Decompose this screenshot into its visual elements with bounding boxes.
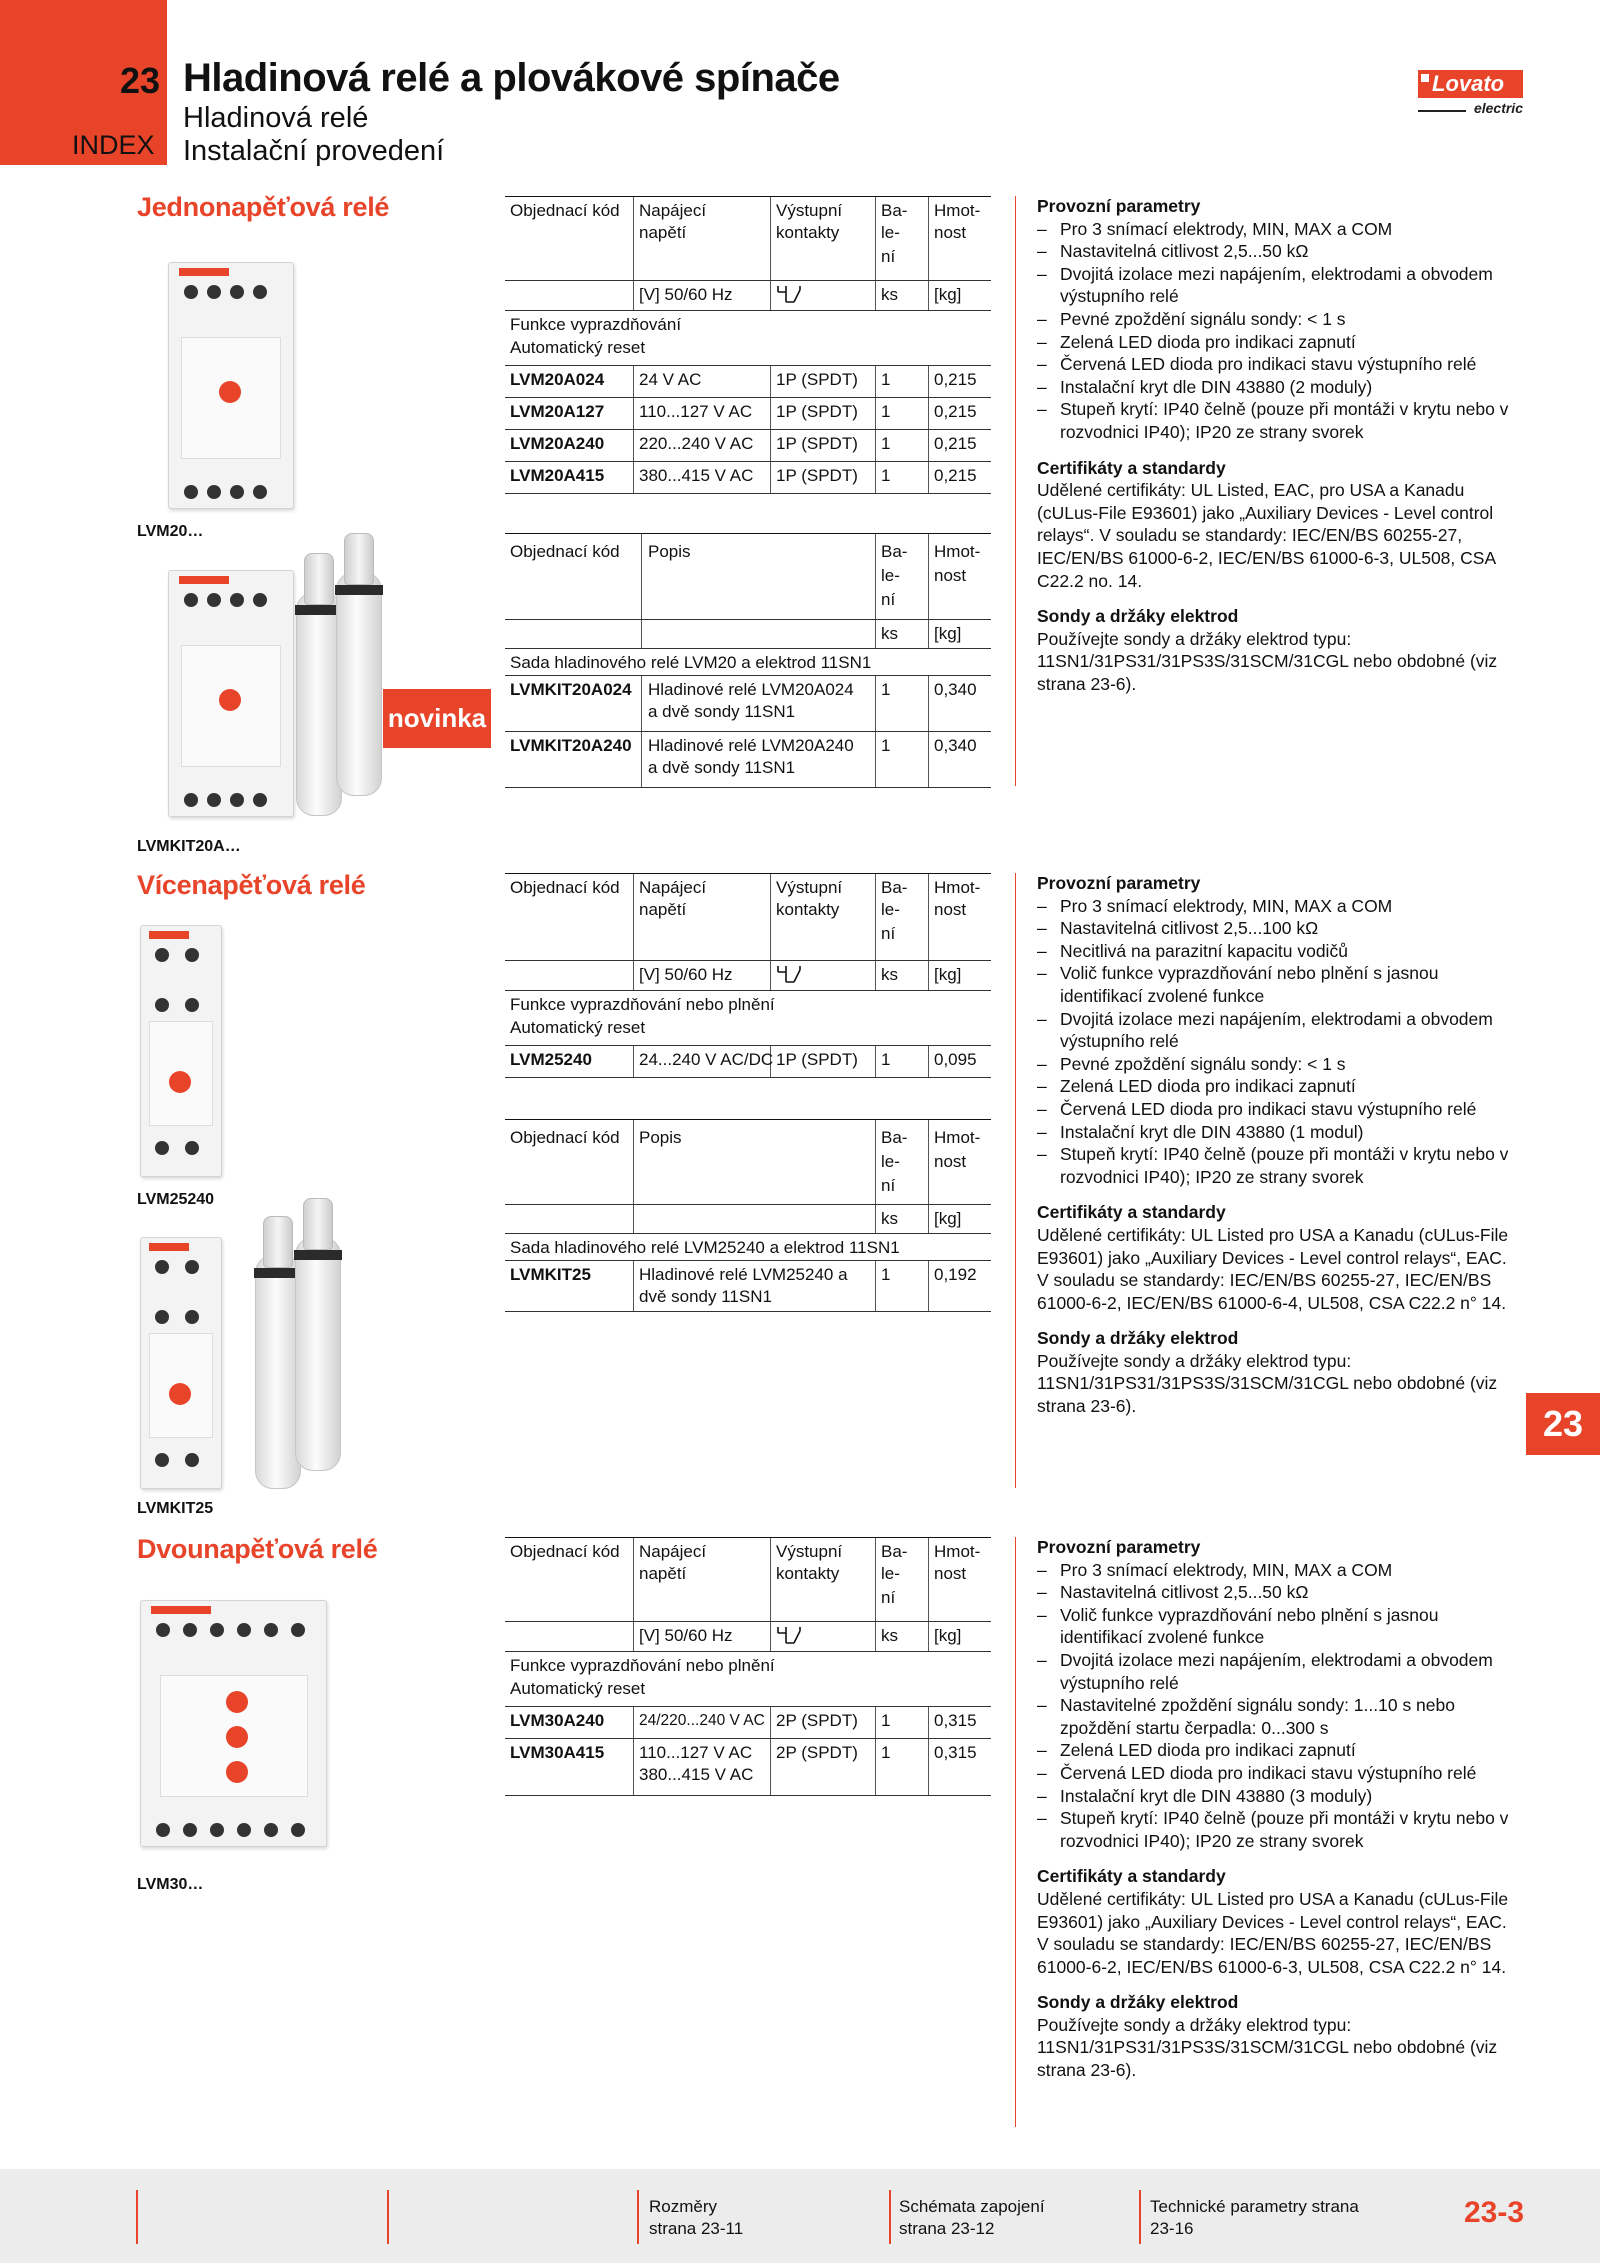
- spec-item: – Červená LED dioda pro indikaci stavu výstupního relé: [1037, 1098, 1517, 1121]
- weight: 0,340: [934, 736, 977, 755]
- spec-item: – Červená LED dioda pro indikaci stavu výstupního relé: [1037, 353, 1517, 376]
- spec-item: – Instalační kryt dle DIN 43880 (2 moduly): [1037, 376, 1517, 399]
- kit-table: [505, 1119, 991, 1312]
- group-label-2: Automatický reset: [510, 338, 646, 357]
- spec-block: [1037, 872, 1517, 1418]
- th-pack-3: ní: [881, 1588, 896, 1607]
- voltage: 380...415 V AC: [639, 466, 754, 485]
- unit-voltage: [V] 50/60 Hz: [639, 285, 733, 304]
- voltage: 24 V AC: [639, 370, 702, 389]
- footer-link-page: 23-16: [1150, 2219, 1194, 2238]
- unit-pack: ks: [881, 1626, 898, 1645]
- th-pack: Ba-: [881, 201, 908, 220]
- th-voltage-2: napětí: [639, 900, 687, 919]
- th-pack: Ba-: [881, 1542, 908, 1561]
- weight: 0,215: [934, 370, 977, 389]
- contacts: 1P (SPDT): [776, 370, 858, 389]
- image-caption: LVM25240: [137, 1191, 215, 1208]
- image-caption: LVMKIT20A…: [137, 838, 241, 855]
- lovato-logo: [1418, 70, 1523, 116]
- spec-item: – Pro 3 snímací elektrody, MIN, MAX a COM: [1037, 895, 1517, 918]
- th-code: Objednací kód: [510, 878, 620, 897]
- order-code: LVM20A127: [510, 402, 605, 421]
- unit-weight: [kg]: [934, 624, 962, 643]
- th-voltage: Napájecí: [639, 878, 707, 897]
- th-contacts: Výstupní: [776, 201, 843, 220]
- section-title-dual: Dvounapěťová relé: [137, 1534, 378, 1564]
- weight: 0,192: [934, 1265, 977, 1284]
- th-pack: Ba-: [881, 878, 908, 897]
- section-title-multi: Vícenapěťová relé: [137, 870, 366, 900]
- unit-voltage: [V] 50/60 Hz: [639, 1626, 733, 1645]
- spec-heading: Provozní parametry: [1037, 1537, 1201, 1557]
- spec-item: – Instalační kryt dle DIN 43880 (3 moduly): [1037, 1785, 1517, 1808]
- th-pack-3: ní: [881, 924, 896, 943]
- spec-item: – Necitlivá na parazitní kapacitu vodičů: [1037, 940, 1517, 963]
- footer-link-label: Technické parametry strana: [1150, 2197, 1359, 2216]
- table-row: [505, 1045, 991, 1078]
- probes-text: Používejte sondy a držáky elektrod typu: 11SN1/31PS31/31PS3S/31SCM/31CGL nebo obdobné (viz strana 23-6).: [1037, 2014, 1498, 2081]
- footer-divider: [136, 2190, 138, 2244]
- th-weight-2: nost: [934, 566, 967, 585]
- weight: 0,215: [934, 434, 977, 453]
- description-2: dvě sondy 11SN1: [639, 1287, 772, 1306]
- contacts: 1P (SPDT): [776, 434, 858, 453]
- footer-divider: [889, 2190, 891, 2244]
- page-number: 23-3: [1464, 2196, 1525, 2229]
- page-subtitle: Hladinová relé: [183, 102, 369, 134]
- order-table: [505, 873, 991, 1078]
- section-title-single: Jednonapěťová relé: [137, 192, 390, 222]
- logo-square: [1421, 74, 1429, 82]
- th-voltage-2: napětí: [639, 223, 687, 242]
- footer-link-label: Schémata zapojení: [899, 2197, 1045, 2216]
- order-code: LVMKIT20A240: [510, 736, 632, 755]
- contact-symbol-icon: [776, 1625, 806, 1650]
- unit-weight: [kg]: [934, 1626, 962, 1645]
- logo-subtext: electric: [1473, 100, 1523, 116]
- th-contacts: Výstupní: [776, 878, 843, 897]
- unit-weight: [kg]: [934, 285, 962, 304]
- unit-pack: ks: [881, 1209, 898, 1228]
- relay-lvm20-image: [168, 262, 294, 509]
- th-voltage-2: napětí: [639, 1564, 687, 1583]
- voltage: 24...240 V AC/DC: [639, 1050, 774, 1069]
- spec-item: – Pevné zpoždění signálu sondy: < 1 s: [1037, 1053, 1517, 1076]
- voltage: 110...127 V AC: [639, 402, 753, 421]
- table-row: [505, 731, 991, 788]
- spec-item: – Červená LED dioda pro indikaci stavu výstupního relé: [1037, 1762, 1517, 1785]
- column-divider: [1015, 873, 1016, 1488]
- group-label-2: Automatický reset: [510, 1679, 646, 1698]
- th-pack-3: ní: [881, 1176, 896, 1195]
- group-label: Funkce vyprazdňování nebo plnění: [510, 995, 775, 1014]
- cert-text: Udělené certifikáty: UL Listed, EAC, pro USA a Kanadu (cULus-File E93601) jako „Auxiliary Devices - Level control relays“. V souladu se standardy: IEC/EN/BS 60255-27, IEC/EN/BS 61000-6-2, IEC/EN/BS 61000-6-3, UL508, CSA C22.2 no. 14.: [1037, 480, 1496, 591]
- th-weight-2: nost: [934, 900, 967, 919]
- th-code: Objednací kód: [510, 542, 620, 561]
- unit-pack: ks: [881, 285, 898, 304]
- footer-link-dimensions[interactable]: [649, 2196, 743, 2240]
- pack: 1: [881, 1743, 891, 1762]
- th-pack-3: ní: [881, 247, 896, 266]
- spec-item: – Pro 3 snímací elektrody, MIN, MAX a COM: [1037, 218, 1517, 241]
- order-code: LVM20A024: [510, 370, 605, 389]
- footer-link-technical[interactable]: [1150, 2196, 1359, 2240]
- th-weight-2: nost: [934, 1564, 967, 1583]
- th-pack: Ba-: [881, 542, 908, 561]
- cert-heading: Certifikáty a standardy: [1037, 457, 1226, 478]
- table-row: [505, 429, 991, 461]
- spec-item: – Instalační kryt dle DIN 43880 (1 modul): [1037, 1121, 1517, 1144]
- probes-heading: Sondy a držáky elektrod: [1037, 1328, 1239, 1349]
- voltage: 24/220...240 V AC: [639, 1712, 765, 1729]
- table-row: [505, 461, 991, 494]
- th-pack-3: ní: [881, 590, 896, 609]
- th-pack-2: le-: [881, 223, 900, 242]
- pack: 1: [881, 1265, 891, 1284]
- contact-symbol-icon: [776, 964, 806, 989]
- spec-item: – Dvojitá izolace mezi napájením, elektrodami a obvodem výstupního relé: [1037, 263, 1517, 308]
- contacts: 2P (SPDT): [776, 1743, 858, 1762]
- column-divider: [1015, 1537, 1016, 2127]
- footer-link-page: strana 23-12: [899, 2219, 995, 2238]
- chapter-number: 23: [120, 60, 161, 101]
- th-weight: Hmot-: [934, 878, 981, 897]
- order-code: LVM30A240: [510, 1711, 605, 1730]
- order-code: LVM25240: [510, 1050, 592, 1069]
- pack: 1: [881, 466, 891, 485]
- spec-item: – Pevné zpoždění signálu sondy: < 1 s: [1037, 308, 1517, 331]
- th-contacts-2: kontakty: [776, 223, 840, 242]
- weight: 0,315: [934, 1711, 977, 1730]
- footer-divider: [637, 2190, 639, 2244]
- spec-item: – Stupeň krytí: IP40 čelně (pouze při montáži v krytu nebo v rozvodnici IP40); IP20 ze strany svorek: [1037, 1143, 1517, 1188]
- logo-text: Lovato: [1418, 70, 1523, 98]
- th-contacts-2: kontakty: [776, 1564, 840, 1583]
- probe-image: [295, 1237, 341, 1471]
- pack: 1: [881, 370, 891, 389]
- th-pack-2: le-: [881, 1152, 900, 1171]
- footer-link-page: strana 23-11: [649, 2219, 744, 2238]
- footer-divider: [387, 2190, 389, 2244]
- image-caption: LVM30…: [137, 1876, 204, 1893]
- footer-divider: [1139, 2190, 1141, 2244]
- cert-text: Udělené certifikáty: UL Listed pro USA a Kanadu (cULus-File E93601) jako „Auxiliary Devices - Level control relays“, EAC. V souladu se standardy: IEC/EN/BS 60255-27, IEC/EN/BS 61000-6-2, IEC/EN/BS 61000-6-3, UL508, CSA C22.2 n° 14.: [1037, 1888, 1509, 1977]
- pack: 1: [881, 402, 891, 421]
- footer-bar: [0, 2169, 1600, 2263]
- page-title: Hladinová relé a plovákové spínače: [183, 56, 840, 100]
- order-table: [505, 196, 991, 494]
- chapter-side-badge: 23: [1526, 1393, 1600, 1455]
- page-subtitle-2: Instalační provedení: [183, 135, 445, 167]
- th-weight: Hmot-: [934, 1128, 981, 1147]
- th-contacts-2: kontakty: [776, 900, 840, 919]
- spec-item: – Zelená LED dioda pro indikaci zapnutí: [1037, 1075, 1517, 1098]
- spec-item: – Nastavitelná citlivost 2,5...50 kΩ: [1037, 1581, 1517, 1604]
- spec-item: – Stupeň krytí: IP40 čelně (pouze při montáži v krytu nebo v rozvodnici IP40); IP20 ze strany svorek: [1037, 1807, 1517, 1852]
- table-row: [505, 1738, 991, 1796]
- table-row: [505, 1706, 991, 1738]
- spec-item: – Pro 3 snímací elektrody, MIN, MAX a COM: [1037, 1559, 1517, 1582]
- order-code: LVM30A415: [510, 1743, 605, 1762]
- th-code: Objednací kód: [510, 1542, 620, 1561]
- th-desc: Popis: [639, 1128, 682, 1147]
- th-weight: Hmot-: [934, 542, 981, 561]
- th-contacts: Výstupní: [776, 1542, 843, 1561]
- weight: 0,095: [934, 1050, 977, 1069]
- description: Hladinové relé LVM20A240: [648, 736, 854, 755]
- th-code: Objednací kód: [510, 1128, 620, 1147]
- table-row: [505, 397, 991, 429]
- contacts: 1P (SPDT): [776, 466, 858, 485]
- spec-list: [1037, 218, 1517, 444]
- th-weight-2: nost: [934, 223, 967, 242]
- unit-pack: ks: [881, 624, 898, 643]
- pack: 1: [881, 434, 891, 453]
- unit-pack: ks: [881, 965, 898, 984]
- order-table: [505, 1537, 991, 1796]
- voltage-2: 380...415 V AC: [639, 1765, 754, 1784]
- cert-text: Udělené certifikáty: UL Listed pro USA a Kanadu (cULus-File E93601) jako „Auxiliary Devices - Level control relays“, EAC. V souladu se standardy: IEC/EN/BS 60255-27, IEC/EN/BS 61000-6-2, IEC/EN/BS 61000-6-4, UL508, CSA C22.2 n° 14.: [1037, 1224, 1509, 1313]
- spec-item: – Nastavitelná citlivost 2,5...100 kΩ: [1037, 917, 1517, 940]
- kit-table: [505, 533, 991, 788]
- unit-weight: [kg]: [934, 965, 962, 984]
- spec-block: [1037, 195, 1517, 695]
- image-caption: LVMKIT25: [137, 1500, 214, 1517]
- spec-item: – Stupeň krytí: IP40 čelně (pouze při montáži v krytu nebo v rozvodnici IP40); IP20 ze strany svorek: [1037, 398, 1517, 443]
- column-divider: [1015, 196, 1016, 786]
- th-voltage: Napájecí: [639, 201, 707, 220]
- th-weight: Hmot-: [934, 1542, 981, 1561]
- pack: 1: [881, 680, 891, 699]
- spec-item: – Volič funkce vyprazdňování nebo plnění s jasnou identifikací zvolené funkce: [1037, 1604, 1517, 1649]
- order-code: LVMKIT20A024: [510, 680, 632, 699]
- spec-item: – Nastavitelné zpoždění signálu sondy: 1...10 s nebo zpoždění startu čerpadla: 0...300 s: [1037, 1694, 1517, 1739]
- group-label: Funkce vyprazdňování: [510, 315, 682, 334]
- order-code: LVMKIT25: [510, 1265, 591, 1284]
- unit-weight: [kg]: [934, 1209, 962, 1228]
- contacts: 2P (SPDT): [776, 1711, 858, 1730]
- description: Hladinové relé LVM20A024: [648, 680, 854, 699]
- pack: 1: [881, 1050, 891, 1069]
- image-caption: LVM20…: [137, 523, 204, 540]
- cert-heading: Certifikáty a standardy: [1037, 1202, 1226, 1223]
- group-label: Sada hladinového relé LVM20 a elektrod 11SN1: [510, 653, 872, 672]
- probes-text: Používejte sondy a držáky elektrod typu: 11SN1/31PS31/31PS3S/31SCM/31CGL nebo obdobné (viz strana 23-6).: [1037, 628, 1498, 694]
- relay-lvm25240-image: [140, 925, 222, 1177]
- new-badge: novinka: [383, 689, 491, 748]
- pack: 1: [881, 736, 891, 755]
- weight: 0,215: [934, 402, 977, 421]
- relay-kit-lvm20-image: [168, 570, 294, 817]
- weight: 0,215: [934, 466, 977, 485]
- spec-item: – Volič funkce vyprazdňování nebo plnění s jasnou identifikací zvolené funkce: [1037, 962, 1517, 1007]
- description: Hladinové relé LVM25240 a: [639, 1265, 848, 1284]
- probes-heading: Sondy a držáky elektrod: [1037, 1992, 1239, 2013]
- th-weight: Hmot-: [934, 201, 981, 220]
- weight: 0,315: [934, 1743, 977, 1762]
- probes-text: Používejte sondy a držáky elektrod typu: 11SN1/31PS31/31PS3S/31SCM/31CGL nebo obdobné (viz strana 23-6).: [1037, 1350, 1498, 1417]
- table-row: [505, 365, 991, 397]
- cert-heading: Certifikáty a standardy: [1037, 1866, 1226, 1887]
- footer-link-label: Rozměry: [649, 2197, 718, 2216]
- th-pack-2: le-: [881, 1564, 900, 1583]
- spec-item: – Zelená LED dioda pro indikaci zapnutí: [1037, 331, 1517, 354]
- voltage: 220...240 V AC: [639, 434, 754, 453]
- spec-heading: Provozní parametry: [1037, 196, 1201, 216]
- description-2: a dvě sondy 11SN1: [648, 702, 796, 721]
- pack: 1: [881, 1711, 891, 1730]
- voltage: 110...127 V AC: [639, 1743, 753, 1762]
- weight: 0,340: [934, 680, 977, 699]
- contacts: 1P (SPDT): [776, 402, 858, 421]
- th-pack-2: le-: [881, 900, 900, 919]
- relay-lvm30-image: [140, 1600, 327, 1847]
- table-row: [505, 1260, 991, 1312]
- index-link[interactable]: INDEX: [72, 130, 155, 160]
- contact-symbol-icon: [776, 284, 806, 309]
- th-weight-2: nost: [934, 1152, 967, 1171]
- spec-block: [1037, 1536, 1517, 2082]
- probe-image: [336, 572, 382, 796]
- th-pack: Ba-: [881, 1128, 908, 1147]
- order-code: LVM20A240: [510, 434, 605, 453]
- contacts: 1P (SPDT): [776, 1050, 858, 1069]
- spec-heading: Provozní parametry: [1037, 873, 1201, 893]
- relay-kit-lvm25-image: [140, 1237, 222, 1489]
- spec-item: – Zelená LED dioda pro indikaci zapnutí: [1037, 1739, 1517, 1762]
- th-pack-2: le-: [881, 566, 900, 585]
- spec-list: [1037, 895, 1517, 1189]
- spec-list: [1037, 1559, 1517, 1853]
- spec-item: – Dvojitá izolace mezi napájením, elektrodami a obvodem výstupního relé: [1037, 1008, 1517, 1053]
- th-desc: Popis: [648, 542, 691, 561]
- th-voltage: Napájecí: [639, 1542, 707, 1561]
- probes-heading: Sondy a držáky elektrod: [1037, 606, 1239, 627]
- spec-item: – Dvojitá izolace mezi napájením, elektrodami a obvodem výstupního relé: [1037, 1649, 1517, 1694]
- footer-link-wiring[interactable]: [899, 2196, 1045, 2240]
- group-label-2: Automatický reset: [510, 1018, 646, 1037]
- description-2: a dvě sondy 11SN1: [648, 758, 796, 777]
- table-row: [505, 675, 991, 731]
- th-code: Objednací kód: [510, 201, 620, 220]
- logo-line: [1418, 110, 1466, 112]
- group-label: Sada hladinového relé LVM25240 a elektrod 11SN1: [510, 1238, 900, 1257]
- unit-voltage: [V] 50/60 Hz: [639, 965, 733, 984]
- spec-item: – Nastavitelná citlivost 2,5...50 kΩ: [1037, 240, 1517, 263]
- group-label: Funkce vyprazdňování nebo plnění: [510, 1656, 775, 1675]
- order-code: LVM20A415: [510, 466, 605, 485]
